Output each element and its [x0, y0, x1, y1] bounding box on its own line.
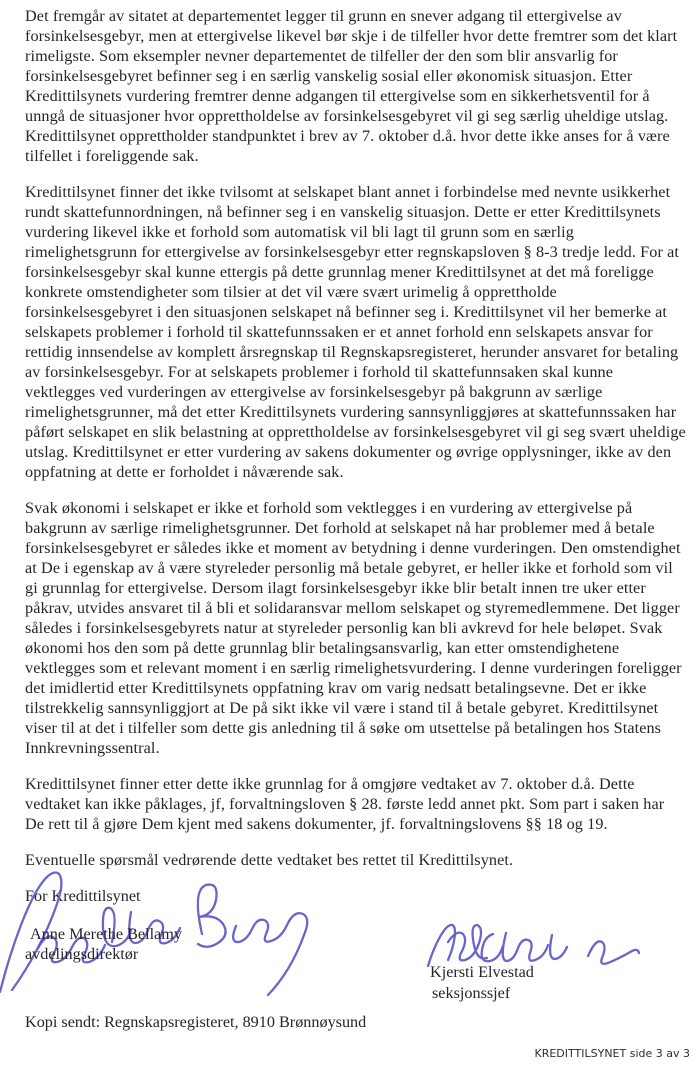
signer-name-left: Anne Merethe Bellamy	[30, 925, 182, 943]
letter-paragraph-2: Kredittilsynet finner det ikke tvilsomt at selskapet blant annet i forbindelse med nevnte usikkerhet rundt skattefunnordningen, nå befinner seg i en vanskelig situasjon. Dette er etter Kredittilsynets vurdering likevel ikke et forhold som automatisk vil bli lagt til grunn som en særlig rimelighetsgrunn for ettergivelse av forsinkelsesgebyr etter regnskapsloven § 8-3 tredje ledd. For at forsinkelsesgebyr skal kunne ettergis på dette grunnlag mener Kredittilsynet at det må foreligge konkrete omstendigheter som tilsier at det vil være svært urimelig å opprettholde forsinkelsesgebyret i den situasjonen selskapet nå befinner seg i. Kredittilsynet vil her bemerke at selskapets problemer i forhold til skattefunnssaken er et annet forhold enn selskapets ansvar for rettidig innsendelse av komplett årsregnskap til Regnskapsregisteret, herunder ansvaret for betaling av forsinkelsesgebyr. For at selskapets problemer i forhold til skattefunnsaken skal kunne vektlegges ved vurderingen av ettergivelse av forsinkelsesgebyr på bakgrunn av særlige rimelighetsgrunner, må det etter Kredittilsynets vurdering sannsynliggjøres at skattefunnssaken har påført selskapet en slik belastning at opprettholdelse av forsinkelsesgebyret vil gi seg svært uheldige utslag. Kredittilsynet er etter vurdering av sakens dokumenter og øvrige opplysninger, ikke av den oppfatning at dette er forholdet i nåværende sak.	[25, 183, 686, 481]
handwritten-signature-kjersti-elvestad	[420, 920, 646, 972]
signature-intro: For Kredittilsynet	[25, 887, 141, 905]
page-footer: KREDITTILSYNET side 3 av 3	[534, 1047, 690, 1060]
signer-name-right: Kjersti Elvestad	[430, 963, 534, 981]
letter-body	[25, 6, 687, 886]
letter-paragraph-1: Det fremgår av sitatet at departementet legger til grunn en snever adgang til ettergivelse av forsinkelsesgebyr, men at ettergivelse likevel bør skje i de tilfeller hvor dette fremtrer som det klart rimeligste. Som eksempler nevner departementet de tilfeller der den som blir ansvarlig for forsinkelsesgebyret befinner seg i en særlig vanskelig sosial eller økonomisk situasjon. Etter Kredittilsynets vurdering fremtrer denne adgangen til ettergivelse som en sikkerhetsventil for å unngå de situasjoner hvor opprettholdelse av forsinkelsesgebyret vil gi seg særlig uheldige utslag. Kredittilsynet opprettholder standpunktet i brev av 7. oktober d.å. hvor dette ikke anses for å være tilfellet i foreliggende sak.	[25, 7, 678, 165]
signer-title-right: seksjonssjef	[432, 984, 511, 1002]
letter-paragraph-4: Kredittilsynet finner etter dette ikke grunnlag for å omgjøre vedtaket av 7. oktober d.å. Dette vedtaket kan ikke påklages, jf, forvaltningsloven § 28. første ledd annet pkt. Som part i saken har De rett til å gjøre Dem kjent med sakens dokumenter, jf. forvaltningslovens §§ 18 og 19.	[25, 775, 665, 833]
copy-sent-note: Kopi sendt: Regnskapsregisteret, 8910 Brønnøysund	[25, 1013, 367, 1031]
letter-paragraph-5: Eventuelle spørsmål vedrørende dette vedtaket bes rettet til Kredittilsynet.	[25, 851, 514, 869]
signer-title-left: avdelingsdirektør	[25, 945, 139, 963]
letter-paragraph-3: Svak økonomi i selskapet er ikke et forhold som vektlegges i en vurdering av ettergivelse på bakgrunn av særlige rimelighetsgrunner. Det forhold at selskapet nå har problemer med å betale forsinkelsesgebyret er således ikke et moment av betydning i denne vurderingen. Den omstendighet at De i egenskap av å være styreleder personlig må betale gebyret, er heller ikke et forhold som vil gi grunnlag for ettergivelse. Dersom ilagt forsinkelsesgebyr ikke blir betalt innen tre uker etter påkrav, utvides ansvaret til å bli et solidaransvar mellom selskapet og styremedlemmene. Det ligger således i forsinkelsesgebyrets natur at styreleder personlig kan bli avkrevd for hele beløpet. Svak økonomi hos den som på dette grunnlag blir betalingsansvarlig, kan etter omstendighetene vektlegges som et relevant moment i en særlig rimelighetsvurdering. I denne vurderingen foreligger det imidlertid etter Kredittilsynets oppfatning krav om varig nedsatt betalingsevne. Det er ikke tilstrekkelig sannsynliggjort at De på sikt ikke vil være i stand til å betale gebyret. Kredittilsynet viser til at det i tilfeller som dette gis anledning til å søke om utsettelse på betalingen hos Statens Innkrevningssentral.	[25, 499, 682, 757]
